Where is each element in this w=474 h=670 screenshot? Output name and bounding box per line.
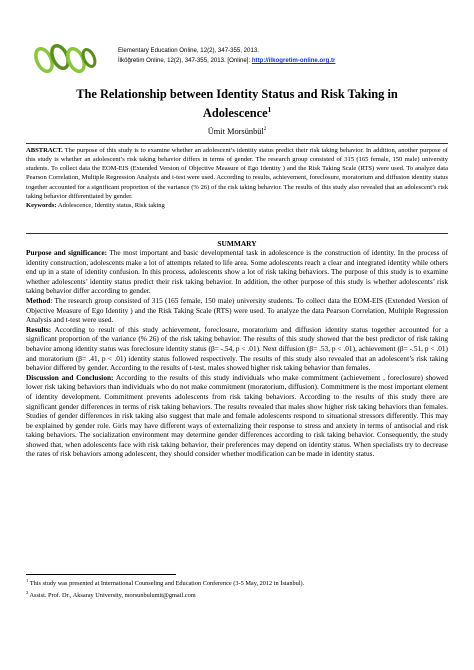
footnote-2 <box>26 589 448 601</box>
method-text: : The research group consisted of 315 (165 female, 150 male) university students. To collect data the EOM-EIS (Extended Version of Objective Measure of Ego Identity ) and the Risk Taking Scale (RTS) were used. To analyze the data Pearson Correlation, Multiple Regression Analysis and t-test were used. <box>26 295 448 325</box>
results-label: Results: <box>26 324 52 334</box>
footnote-2-mark: 2 <box>26 589 29 595</box>
author-name: Ümit Morsünbül <box>207 127 264 136</box>
title-line-2 <box>30 103 444 122</box>
title-line-2-text: Adolescence <box>202 105 268 120</box>
summary-heading: SUMMARY <box>217 239 257 248</box>
keywords-text: Adolescence, Identity status, Risk taking <box>56 201 165 209</box>
keywords-label: Keywords: <box>26 201 57 209</box>
abstract-box <box>26 143 448 234</box>
summary-body <box>26 248 448 459</box>
footnote-divider <box>26 574 176 575</box>
method-label: Method <box>26 295 51 305</box>
footnote-1 <box>26 577 448 589</box>
purpose-paragraph <box>26 248 448 296</box>
journal-line-2 <box>118 56 335 66</box>
method-paragraph <box>26 296 448 325</box>
journal-line-2-prefix: İlköğretim Online, 12(2), 347-355, 2013. [Online]: <box>118 57 252 64</box>
journal-citation <box>118 46 335 66</box>
journal-logo-icon <box>34 42 98 76</box>
purpose-text: The most important and basic developmental task in adolescence is the construction of identity. In the process of identity construction, adolescents make a lot of attempts related to life area. Some adolescents reach a clear and integrated identity while others end up in a state of identity confusion. In this process, adolescents show a lot of risk taking behaviors. The purpose of this study is to examine whether adolescents’ identity status predict their risk taking behavior. In addition, the other purpose of this study is whether adolescents’ risk taking behavior differ according to gender. <box>26 248 448 296</box>
author-line <box>30 127 444 136</box>
footnote-1-mark: 1 <box>26 578 29 583</box>
paper-title <box>30 87 444 121</box>
results-paragraph <box>26 325 448 373</box>
results-text: According to result of this study achievement, foreclosure, moratorium and diffusion identity status together accounted for a significant proportion of the variance (% 26) of the risk taking behavior. The results of this study showed that the best predictor of risk taking behavior among identity status was foreclosure identity status (β= -.54, p < .01). Next diffusion (β= .53, p < .01), achievement (β= -.51, p < .01) and moratorium (β= .41, p < .01) identity status followed respectively. The results of this study also revealed that an adolescent’s risk taking behavior differed by gender. According to the results of t-test, males showed higher risk taking behavior than females. <box>26 324 448 373</box>
journal-line-1: Elementary Education Online, 12(2), 347-355, 2013. <box>118 47 259 54</box>
journal-header <box>34 42 454 76</box>
title-line-1: The Relationship between Identity Status and Risk Taking in <box>76 87 398 101</box>
discussion-label: Discussion and Conclusion: <box>26 372 114 382</box>
discussion-paragraph <box>26 373 448 459</box>
abstract-text: The purpose of this study is to examine whether an adolescent’s identity status predict their risk taking behavior. In addition, another purpose of this study is whether an adolescent’s risk taking behavior differs in terms of gender. The research group consisted of 315 (165 female, 150 male) university students. To collect data the EOM-EIS (Extended Version of Objective Measure of Ego Identity ) and the Risk Taking Scale (RTS) were used. To analyze data Pearson Correlation, Multiple Regression Analysis and t-test were used. According to results, achievement, foreclosure, moratorium and diffusion identity status together accounted for a significant proportion of the variance (% 26) of the risk taking behavior. The results of this study also revealed that an adolescent’s risk taking behavior differentiated by gender. <box>26 147 448 200</box>
footnotes <box>26 577 448 600</box>
journal-url-link[interactable]: http://ilkogretim-online.org.tr <box>251 57 336 64</box>
author-footnote-mark[interactable]: 2 <box>263 127 267 133</box>
purpose-label: Purpose and significance: <box>26 248 108 257</box>
footnote-1-text: This study was presented at International Counseling and Education Conference (3-5 May, 2012 in İstanbul). <box>29 580 305 588</box>
footnote-2-text: Assist. Prof. Dr., Aksaray University, morsunbulumit@gmail.com <box>29 591 196 599</box>
title-footnote-mark[interactable]: 1 <box>267 105 272 114</box>
abstract-paragraph <box>26 146 448 201</box>
discussion-text: According to the results of this study individuals who make commitment (achievement , foreclosure) showed lower risk taking behaviors than individuals who do not make commitment (moratorium, diffusion). Commitment is the most important element of identity development. Commitment prevents adolescents from risk taking behaviors. According to the results of this study there are significant gender differences in terms of risk taking behaviors. The results revealed that males show higher risk taking behaviors than females. Studies of gender differences in risk taking also suggest that male and female adolescents respond to situational stressors differently. This may be explained by gender role. Girls may have different ways of externalizing their response to stress and anxiety in terms of antisocial and risk taking behaviors. The socialization environment may determine gender differences according to risk taking behavior. Consequently, the study showed that, when adolescents face with risk taking behavior, their preferences may depend on identity status. When specialists try to decrease the rates of risk behaviors among adolescent, they should consider whether modification can be made in identity status. <box>26 372 448 459</box>
abstract-label: ABSTRACT. <box>26 147 63 154</box>
keywords-line <box>26 201 448 210</box>
